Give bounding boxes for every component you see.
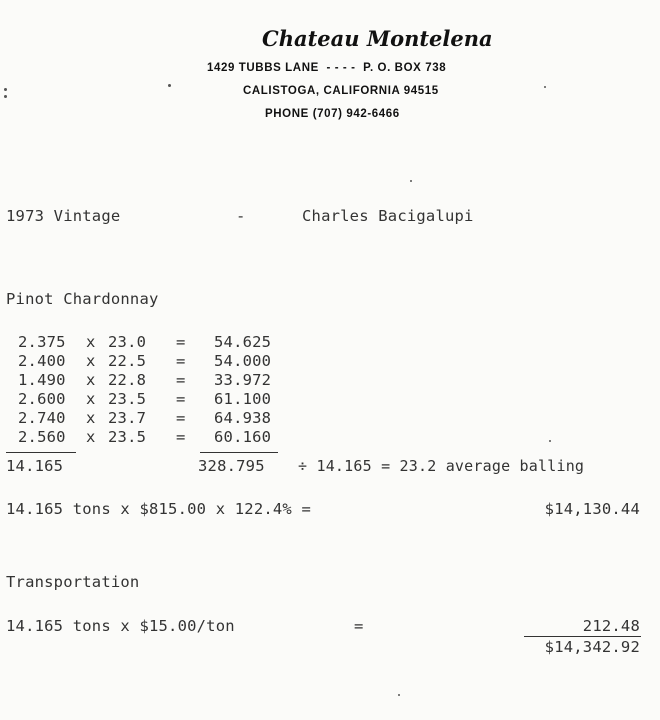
tons-value: 2.560 (18, 428, 66, 446)
grand-total-rule (524, 636, 641, 637)
price-amount: $14,130.44 (544, 500, 640, 518)
transportation-equals: = (354, 617, 364, 635)
equals-sign: = (176, 352, 186, 370)
multiply-sign: x (86, 333, 96, 351)
product-sum-rule (200, 452, 278, 453)
scan-speck (398, 694, 400, 696)
tons-value: 2.400 (18, 352, 66, 370)
product-value: 54.000 (214, 352, 272, 370)
varietal-title: Pinot Chardonnay (6, 290, 159, 308)
scan-speck (410, 180, 412, 182)
balling-value: 23.5 (108, 428, 147, 446)
address-line-2: CALISTOGA, CALIFORNIA 94515 (243, 85, 439, 97)
equals-sign: = (176, 409, 186, 427)
phone-line: PHONE (707) 942-6466 (265, 108, 400, 120)
scan-speck (544, 86, 546, 88)
tons-value: 2.740 (18, 409, 66, 427)
equals-sign: = (176, 390, 186, 408)
tons-sum-rule (6, 452, 76, 453)
tons-value: 2.600 (18, 390, 66, 408)
heading-dash: - (236, 207, 246, 225)
grand-total: $14,342.92 (544, 638, 640, 656)
balling-value: 23.0 (108, 333, 147, 351)
average-balling-calc: ÷ 14.165 = 23.2 average balling (298, 457, 585, 475)
scan-speck (4, 88, 7, 91)
tons-value: 1.490 (18, 371, 66, 389)
equals-sign: = (176, 428, 186, 446)
balling-value: 23.7 (108, 409, 147, 427)
balling-value: 22.8 (108, 371, 147, 389)
tons-value: 2.375 (18, 333, 66, 351)
product-value: 33.972 (214, 371, 272, 389)
product-value: 54.625 (214, 333, 272, 351)
equals-sign: = (176, 333, 186, 351)
product-value: 61.100 (214, 390, 272, 408)
multiply-sign: x (86, 371, 96, 389)
multiply-sign: x (86, 409, 96, 427)
scan-speck (549, 440, 551, 442)
product-value: 60.160 (214, 428, 272, 446)
multiply-sign: x (86, 352, 96, 370)
vintage-label: 1973 Vintage (6, 207, 121, 225)
equals-sign: = (176, 371, 186, 389)
multiply-sign: x (86, 390, 96, 408)
grower-name: Charles Bacigalupi (302, 207, 474, 225)
address-line-1: 1429 TUBBS LANE - - - - P. O. BOX 738 (207, 62, 447, 74)
winery-name-logo: Chateau Montelena (262, 26, 493, 51)
scan-speck (168, 84, 171, 87)
price-calc: 14.165 tons x $815.00 x 122.4% = (6, 500, 312, 518)
transportation-calc: 14.165 tons x $15.00/ton (6, 617, 235, 635)
balling-value: 22.5 (108, 352, 147, 370)
total-product: 328.795 (198, 457, 265, 475)
transportation-title: Transportation (6, 573, 140, 591)
transportation-amount: 212.48 (582, 617, 640, 635)
multiply-sign: x (86, 428, 96, 446)
product-value: 64.938 (214, 409, 272, 427)
scan-speck (4, 95, 7, 98)
total-tons: 14.165 (6, 457, 64, 475)
balling-value: 23.5 (108, 390, 147, 408)
